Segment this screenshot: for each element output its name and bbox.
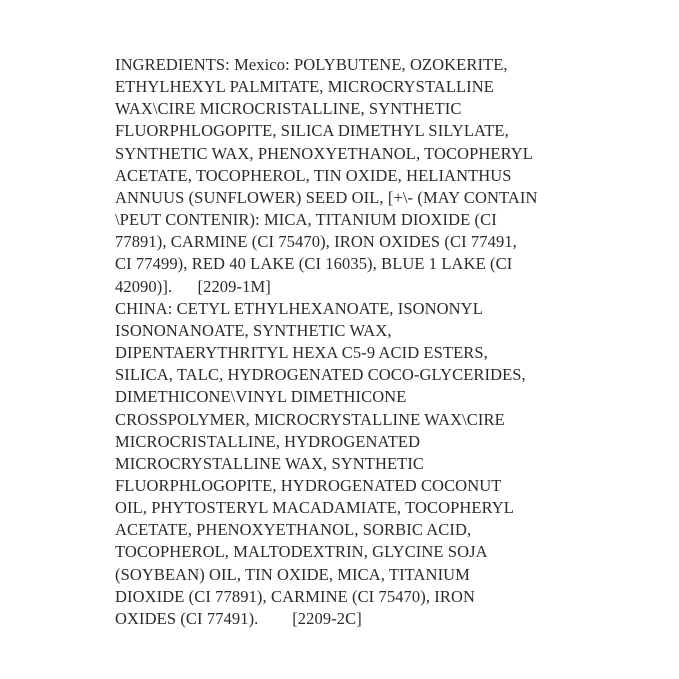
text-line: 77891), CARMINE (CI 75470), IRON OXIDES (CI 77491,: [115, 232, 517, 252]
text-line: DIOXIDE (CI 77891), CARMINE (CI 75470), IRON: [115, 586, 476, 606]
text-line: FLUORPHLOGOPITE, SILICA DIMETHYL SILYLATE,: [115, 121, 509, 141]
text-line: ACETATE, PHENOXYETHANOL, SORBIC ACID,: [115, 520, 472, 540]
text-line: ETHYLHEXYL PALMITATE, MICROCRYSTALLINE: [115, 77, 494, 97]
text-line: (SOYBEAN) OIL, TIN OXIDE, MICA, TITANIUM: [115, 564, 470, 584]
text-line: SILICA, TALC, HYDROGENATED COCO-GLYCERIDES,: [115, 365, 526, 385]
text-line: ISONONANOATE, SYNTHETIC WAX,: [115, 320, 392, 340]
text-line: CHINA: CETYL ETHYLHEXANOATE, ISONONYL: [115, 298, 483, 318]
text-line: DIMETHICONE\VINYL DIMETHICONE: [115, 387, 407, 407]
text-line: ACETATE, TOCOPHEROL, TIN OXIDE, HELIANTHUS: [115, 165, 512, 185]
text-line: FLUORPHLOGOPITE, HYDROGENATED COCONUT: [115, 475, 502, 495]
text-line: MICROCRYSTALLINE WAX, SYNTHETIC: [115, 453, 425, 473]
text-line: CI 77499), RED 40 LAKE (CI 16035), BLUE 1 LAKE (CI: [115, 254, 513, 274]
text-line: ANNUUS (SUNFLOWER) SEED OIL, [+\- (MAY CONTAIN: [115, 187, 538, 207]
text-line: TOCOPHEROL, MALTODEXTRIN, GLYCINE SOJA: [115, 542, 488, 562]
text-line: WAX\CIRE MICROCRISTALLINE, SYNTHETIC: [115, 99, 462, 119]
ingredients-text-block: [115, 54, 585, 630]
text-line: \PEUT CONTENIR): MICA, TITANIUM DIOXIDE (CI: [115, 210, 497, 230]
text-line: DIPENTAERYTHRITYL HEXA C5-9 ACID ESTERS,: [115, 343, 488, 363]
text-line: MICROCRISTALLINE, HYDROGENATED: [115, 431, 421, 451]
text-line: OIL, PHYTOSTERYL MACADAMIATE, TOCOPHERYL: [115, 498, 514, 518]
text-line: SYNTHETIC WAX, PHENOXYETHANOL, TOCOPHERYL: [115, 143, 533, 163]
text-line: INGREDIENTS: Mexico: POLYBUTENE, OZOKERITE,: [115, 55, 508, 74]
text-line: OXIDES (CI 77491). [2209-2C]: [115, 608, 362, 628]
text-line: 42090)]. [2209-1M]: [115, 276, 271, 296]
text-line: CROSSPOLYMER, MICROCRYSTALLINE WAX\CIRE: [115, 409, 505, 429]
